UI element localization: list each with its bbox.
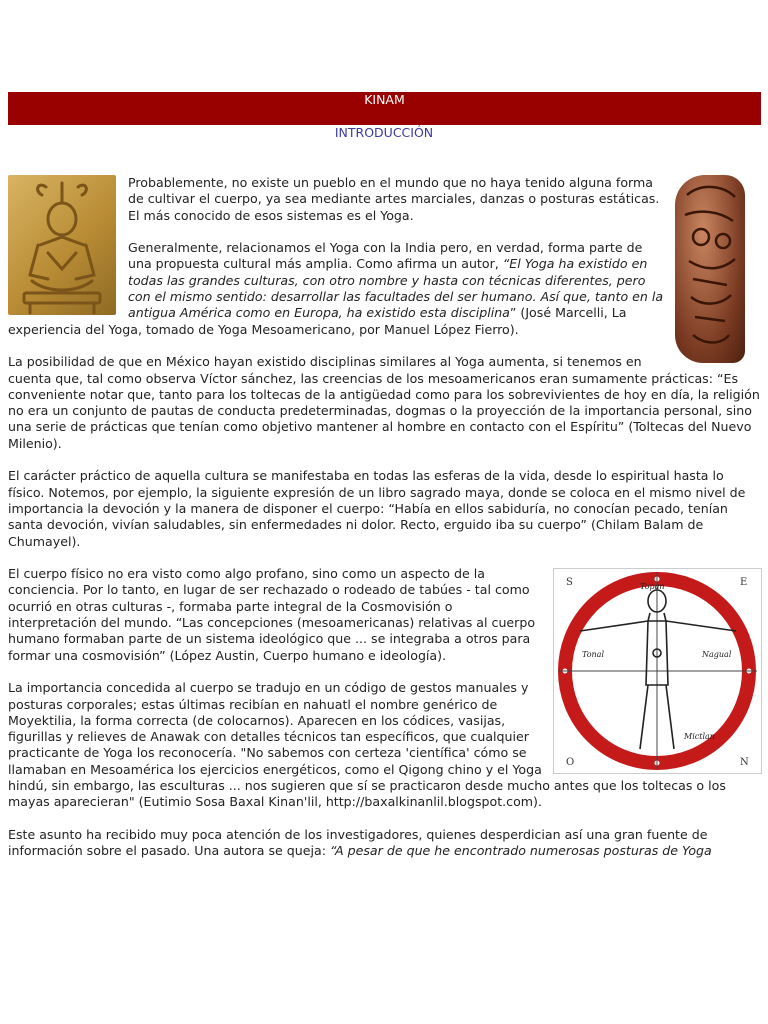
codex-label-tonal: Tonal <box>582 650 605 660</box>
paragraph-5: El cuerpo físico no era visto como algo profano, sino como un aspecto de la conciencia. Por lo tanto, en lugar de ser rechazado o rodeado de tabúes - tal como ocurrió en otras culturas -, formaba parte integral de la Cosmovisión o interpretación del mundo. “Las concepciones (mesoamericanas) relativas al cuerpo humano formaban parte de un sistema ideológico que ... se integraba a otros para formar una cosmovisión” (López Austin, Cuerpo humano e ideología). <box>8 566 536 663</box>
paragraph-7-text: Este asunto ha recibido muy poca atención de los investigadores, quienes desperdician así una gran fuente de información sobre el pasado. Una autora se queja: <box>8 826 708 859</box>
codex-label-nagual: Nagual <box>702 650 732 660</box>
codex-body-diagram-image <box>553 568 762 774</box>
page-title: KINAM <box>364 92 405 107</box>
article-body <box>8 175 763 876</box>
paragraph-7-quote: “A pesar de que he encontrado numerosas posturas de Yoga <box>329 843 712 859</box>
yogi-seal-image <box>8 175 116 315</box>
paragraph-2-text: Generalmente, relacionamos el Yoga con la India pero, en verdad, forma parte de una propuesta cultural más amplia. Como afirma un autor, <box>128 240 643 272</box>
codex-label-topan: Topan <box>640 582 665 592</box>
codex-label-mictlan: Mictlan <box>684 732 715 742</box>
codex-label-o: O <box>566 757 575 769</box>
codex-label-n: N <box>740 757 749 769</box>
paragraph-2 <box>8 240 763 338</box>
paragraph-1: Probablemente, no existe un pueblo en el mundo que no haya tenido alguna forma de cultivar el cuerpo, ya sea mediante artes marciales, danzas o posturas estáticas. El más conocido de esos sistemas es el Yoga. <box>128 175 660 223</box>
paragraph-2-citation: ” (José Marcelli, La experiencia del Yoga, tomado de Yoga Mesoamericano, por Manuel López Fierro). <box>8 305 627 337</box>
paragraph-3: La posibilidad de que en México hayan existido disciplinas similares al Yoga aumenta, si tenemos en cuenta que, tal como observa Víctor sánchez, las creencias de los mesoamericanos eran sumamente prácticas: “Es conveniente notar que, tanto para los toltecas de la antigüedad como para los sobrevivientes de hoy en día, la religión no era un conjunto de pautas de conducta predeterminadas, dogmas o la proyección de la importancia personal, sino una serie de prácticas que tenían como objetivo mantener al hombre en contacto con el Espíritu” (Toltecas del Nuevo Milenio). <box>8 354 760 451</box>
codex-label-e: E <box>740 577 748 589</box>
paragraph-6: La importancia concedida al cuerpo se tradujo en un código de gestos manuales y posturas corporales; estas últimas recibían en nahuatl el nombre genérico de Moyektilia, la forma correcta (de colocarnos). Aparecen en los códices, vasijas, figurillas y relieves de Anawak con detalles técnicos tan específicos, que cualquier practicante de Yoga los reconocería. "No sabemos con certeza 'científica' cómo se llamaban en Mesoamérica los ejercicios energéticos, como el Qigong chino y el Yoga hindú, sin embargo, las esculturas ... nos sugieren que sí se practicaron desde mucho antes que los toltecas o los mayas aparecieran" (Eutimio Sosa Baxal Kinan'lil, http://baxalkinanlil.blogspot.com). <box>8 680 726 810</box>
paragraph-7 <box>8 827 763 860</box>
paragraph-4: El carácter práctico de aquella cultura se manifestaba en todas las esferas de la vida, desde lo espiritual hasta lo físico. Notemos, por ejemplo, la siguiente expresión de un libro sagrado maya, donde se coloca en el mismo nivel de importancia la devoción y la manera de disponer el cuerpo: “Había en ellos sabiduría, no conocían pecado, tenían santa devoción, vivían saludables, sin enfermedades ni dolor. Recto, erguido iba su cuerpo” (Chilam Balam de Chumayel). <box>8 468 746 549</box>
paragraph-2-quote: “El Yoga ha existido en todas las grandes culturas, con otro nombre y hasta con técnicas diferentes, pero con el mismo sentido: desarrollar las facultades del ser humano. Así que, tanto en la antigua América como en Europa, ha existido esta disciplina <box>128 256 664 321</box>
carved-stone-figure-image <box>675 175 745 363</box>
header-banner <box>8 92 761 125</box>
codex-label-s: S <box>566 577 573 589</box>
section-heading: INTRODUCCIÓN <box>334 125 434 140</box>
